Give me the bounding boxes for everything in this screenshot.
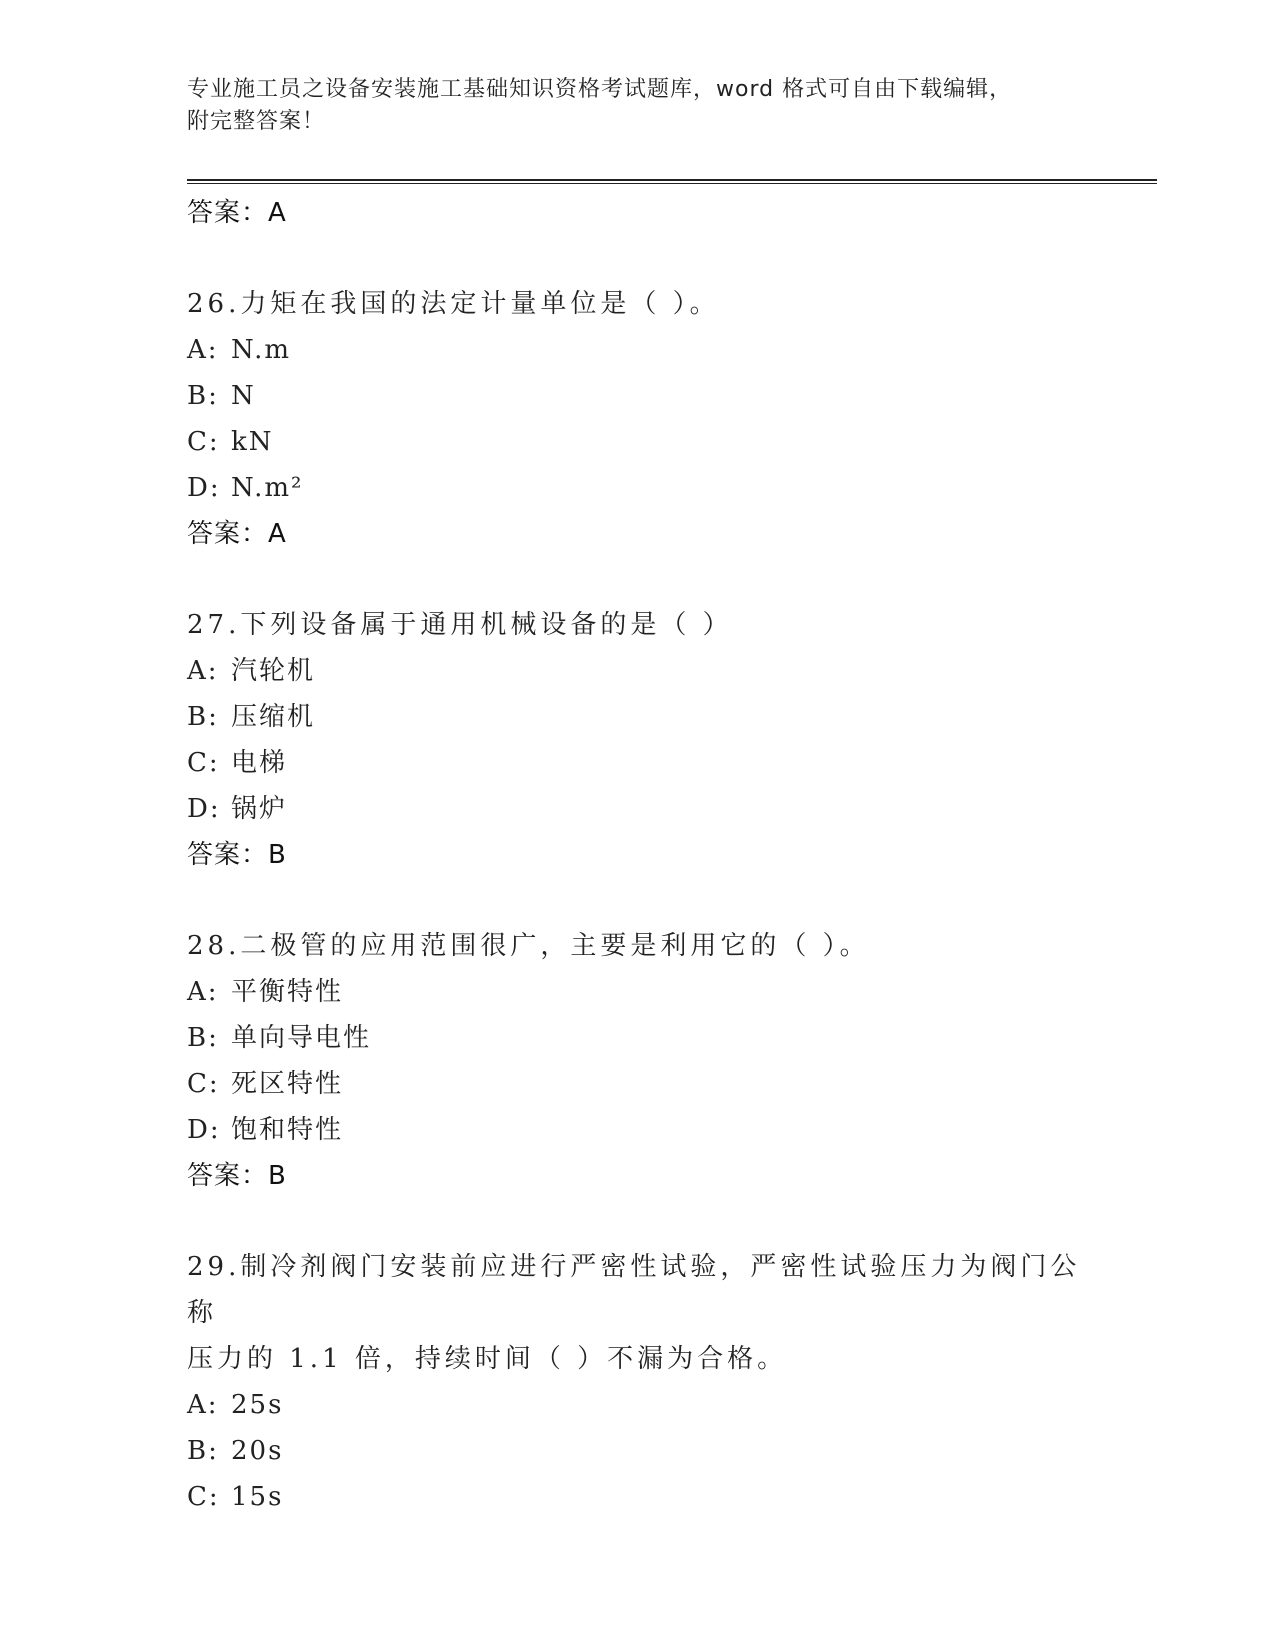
answer-26: 答案：A xyxy=(187,519,287,549)
question-29-stem-line-1: 29.制冷剂阀门安装前应进行严密性试验，严密性试验压力为阀门公称 xyxy=(187,1252,1081,1328)
option-text: 压缩机 xyxy=(231,702,316,732)
question-29-stem xyxy=(187,1244,1087,1382)
answer-25: 答案：A xyxy=(187,198,287,228)
option-letter: C: xyxy=(187,427,220,457)
question-27-option-a xyxy=(187,648,1157,694)
option-text: 饱和特性 xyxy=(231,1115,344,1145)
question-29-option-c xyxy=(187,1474,1157,1520)
question-26-option-a xyxy=(187,327,1157,373)
answer-28: 答案：B xyxy=(187,1161,287,1191)
option-letter: C: xyxy=(187,1069,220,1099)
option-letter: D: xyxy=(187,473,221,503)
option-text: 电梯 xyxy=(231,748,288,778)
question-list xyxy=(187,190,1157,1520)
answer-27: 答案：B xyxy=(187,840,287,870)
header-line-1: 专业施工员之设备安装施工基础知识资格考试题库，word 格式可自由下载编辑， xyxy=(187,77,1013,102)
option-letter: A: xyxy=(187,977,219,1007)
question-29-stem-line-2: 压力的 1.1 倍，持续时间（ ）不漏为合格。 xyxy=(187,1344,788,1374)
option-text: 20s xyxy=(231,1436,284,1466)
option-text: 25s xyxy=(231,1390,284,1420)
option-letter: D: xyxy=(187,794,221,824)
header-line-2: 附完整答案！ xyxy=(187,109,326,134)
question-26-option-b xyxy=(187,373,1157,419)
option-text: kN xyxy=(231,427,274,457)
option-letter: C: xyxy=(187,1482,220,1512)
option-letter: D: xyxy=(187,1115,221,1145)
option-letter: B: xyxy=(187,1436,219,1466)
document-header xyxy=(187,74,1157,138)
question-29-option-a xyxy=(187,1382,1157,1428)
question-28-option-d xyxy=(187,1107,1157,1153)
question-26-stem: 26.力矩在我国的法定计量单位是（ ）。 xyxy=(187,289,720,319)
option-text: N xyxy=(231,381,256,411)
question-28-option-a xyxy=(187,969,1157,1015)
option-letter: B: xyxy=(187,702,219,732)
option-text: 15s xyxy=(231,1482,284,1512)
option-letter: B: xyxy=(187,1023,219,1053)
question-27-stem: 27.下列设备属于通用机械设备的是（ ） xyxy=(187,610,733,640)
option-text: 平衡特性 xyxy=(231,977,344,1007)
option-letter: A: xyxy=(187,1390,219,1420)
question-27-option-c xyxy=(187,740,1157,786)
question-27-option-b xyxy=(187,694,1157,740)
header-divider xyxy=(187,179,1157,184)
option-text: N.m xyxy=(231,335,292,365)
option-text: 死区特性 xyxy=(231,1069,344,1099)
question-28-stem: 28.二极管的应用范围很广，主要是利用它的（ ）。 xyxy=(187,931,870,961)
question-26-option-d xyxy=(187,465,1157,511)
option-text: 锅炉 xyxy=(231,794,288,824)
option-text: N.m² xyxy=(231,473,304,503)
option-text: 汽轮机 xyxy=(231,656,316,686)
question-28-option-b xyxy=(187,1015,1157,1061)
question-28-option-c xyxy=(187,1061,1157,1107)
option-letter: A: xyxy=(187,335,219,365)
question-26-option-c xyxy=(187,419,1157,465)
question-29-option-b xyxy=(187,1428,1157,1474)
option-letter: A: xyxy=(187,656,219,686)
option-letter: C: xyxy=(187,748,220,778)
option-text: 单向导电性 xyxy=(231,1023,372,1053)
option-letter: B: xyxy=(187,381,219,411)
question-27-option-d xyxy=(187,786,1157,832)
